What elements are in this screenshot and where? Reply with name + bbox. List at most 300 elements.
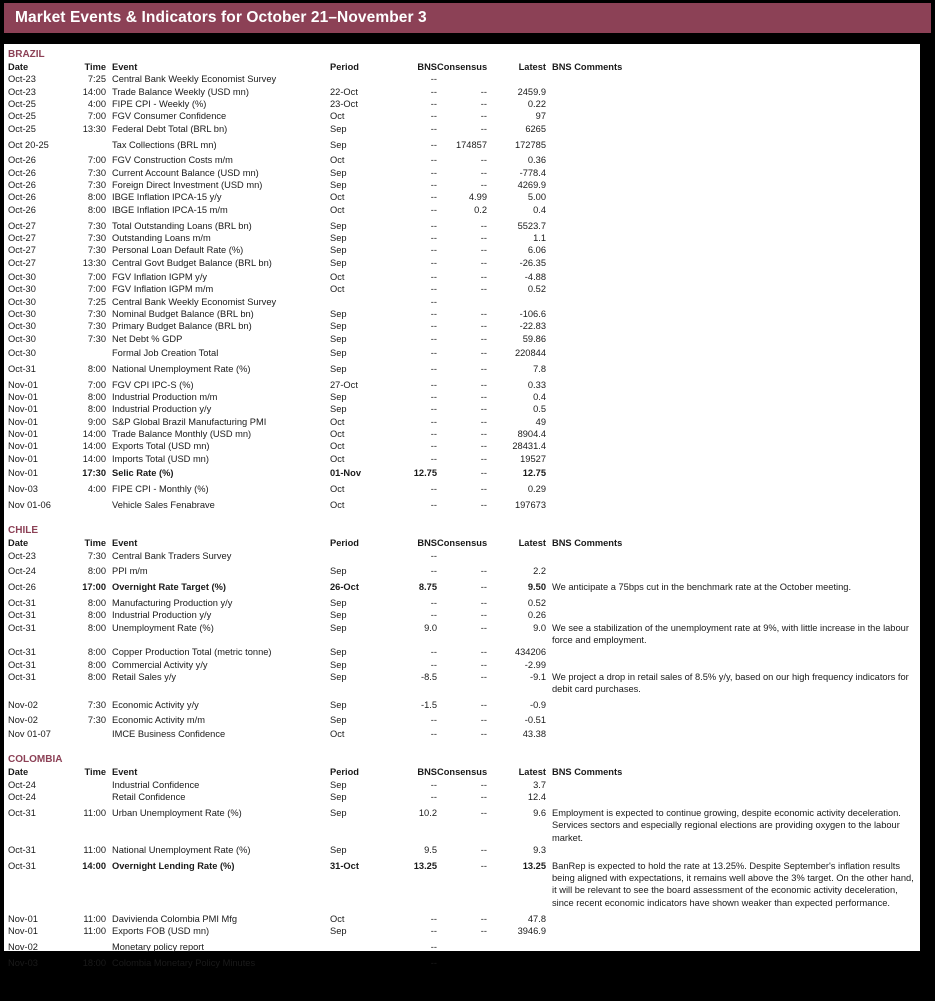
cell-bns: -- (430, 610, 437, 621)
cell-period: Sep (330, 925, 347, 936)
cell-comment (546, 779, 916, 791)
cell-comment (546, 403, 916, 415)
cell-time: 14:00 (82, 429, 106, 440)
cell-time (76, 499, 106, 511)
cell-time: 11:00 (83, 844, 106, 855)
cell-bns: -- (430, 941, 437, 952)
cell-latest: 7.8 (533, 363, 546, 374)
cell-comment (546, 428, 916, 440)
cell-time: 8:00 (87, 659, 106, 670)
cell-period: Sep (330, 792, 347, 803)
cell-time (76, 139, 106, 151)
table-row (8, 220, 916, 232)
cell-time: 14:00 (82, 860, 106, 871)
cell-date: Oct-30 (8, 333, 36, 344)
cell-date: Oct-31 (8, 844, 36, 855)
column-header-period: Period (330, 62, 359, 72)
cell-time: 8:00 (87, 204, 106, 215)
cell-bns: 10.2 (418, 807, 437, 818)
cell-time: 7:00 (87, 284, 106, 295)
cell-comment (546, 98, 916, 110)
cell-bns: -- (430, 321, 437, 332)
cell-latest: 3946.9 (517, 925, 546, 936)
cell-period: Oct (330, 111, 345, 122)
cell-latest: 1.1 (533, 232, 546, 243)
cell-latest: 5523.7 (517, 220, 546, 231)
column-header-row (8, 766, 916, 778)
table-row (8, 320, 916, 332)
cell-consensus: -- (480, 860, 487, 871)
cell-latest: 5.00 (527, 192, 546, 203)
cell-bns: -- (430, 913, 437, 924)
table-row (8, 550, 916, 562)
cell-event: Overnight Lending Rate (%) (112, 860, 235, 871)
table-row (8, 609, 916, 621)
cell-time: 14:00 (82, 86, 106, 97)
table-row (8, 699, 916, 711)
cell-event: Unemployment Rate (%) (112, 622, 214, 633)
cell-bns: -- (430, 232, 437, 243)
cell-bns: -- (430, 86, 437, 97)
cell-consensus: -- (480, 453, 487, 464)
cell-latest: 19527 (520, 453, 546, 464)
cell-consensus: -- (480, 647, 487, 658)
cell-latest: 47.8 (527, 913, 546, 924)
cell-period: Sep (330, 404, 347, 415)
cell-bns: -- (430, 123, 437, 134)
page-title: Market Events & Indicators for October 21–November 3 (15, 9, 427, 26)
cell-comment (546, 913, 916, 925)
cell-period: Sep (330, 363, 347, 374)
table-row (8, 232, 916, 244)
country-section-brazil (8, 48, 916, 511)
cell-consensus: -- (480, 333, 487, 344)
cell-comment (546, 440, 916, 452)
cell-latest: 9.0 (533, 622, 546, 633)
cell-period: Sep (330, 672, 347, 683)
cell-period (330, 957, 405, 969)
cell-consensus: -- (480, 348, 487, 359)
cell-date: Nov-02 (8, 700, 38, 711)
cell-date: Nov-01 (8, 404, 38, 415)
cell-latest: -26.35 (519, 257, 546, 268)
cell-bns: -- (430, 204, 437, 215)
column-header-bns: BNS (417, 767, 437, 778)
cell-consensus: -- (480, 379, 487, 390)
cell-date: Oct-23 (8, 550, 36, 561)
cell-latest: 28431.4 (512, 441, 546, 452)
cell-event: Central Bank Weekly Economist Survey (112, 74, 277, 85)
cell-comment (546, 659, 916, 671)
cell-consensus: -- (480, 180, 487, 191)
cell-comment (546, 333, 916, 345)
cell-latest: 0.36 (527, 155, 546, 166)
cell-bns: -- (430, 333, 437, 344)
cell-latest: 0.4 (533, 392, 546, 403)
cell-comment: Employment is expected to continue growing, despite economic activity deceleration. Services sectors and especially regional elections are providing oxygen to the labour market. (552, 807, 901, 843)
column-header-row (8, 61, 916, 73)
column-header-consensus: Consensus (437, 538, 488, 549)
cell-event: Industrial Confidence (112, 779, 200, 790)
cell-bns: -- (430, 714, 437, 725)
cell-event: Colombia Monetary Policy Minutes (112, 957, 256, 968)
cell-consensus: -- (480, 622, 487, 633)
cell-comment (546, 154, 916, 166)
cell-time: 14:00 (82, 441, 106, 452)
cell-latest: 434206 (514, 647, 546, 658)
table-row (8, 646, 916, 658)
cell-bns: -- (430, 925, 437, 936)
cell-event: National Unemployment Rate (%) (112, 363, 251, 374)
cell-comment (546, 714, 916, 726)
cell-event: Current Account Balance (USD mn) (112, 167, 259, 178)
cell-period: Oct (330, 913, 345, 924)
cell-latest: -22.83 (519, 321, 546, 332)
cell-time: 11:00 (83, 807, 106, 818)
cell-event: Economic Activity m/m (112, 714, 205, 725)
cell-time: 8:00 (87, 672, 106, 683)
cell-comment (546, 232, 916, 244)
cell-time: 13:30 (82, 123, 106, 134)
cell-event: Monetary policy report (112, 941, 204, 952)
cell-latest (487, 296, 546, 308)
cell-date: Nov-01 (8, 453, 38, 464)
cell-consensus: -- (480, 700, 487, 711)
cell-bns: -- (430, 499, 437, 510)
cell-date: Oct-31 (8, 610, 36, 621)
cell-period: 23-Oct (330, 99, 358, 110)
table-row (8, 283, 916, 295)
cell-bns: -- (430, 139, 437, 150)
table-row (8, 807, 916, 844)
cell-period: Sep (330, 220, 347, 231)
table-row (8, 416, 916, 428)
table-row (8, 244, 916, 256)
cell-latest: 43.38 (522, 729, 546, 739)
cell-consensus: -- (480, 232, 487, 243)
cell-period (330, 73, 405, 85)
column-header-time: Time (84, 767, 106, 778)
table-row (8, 913, 916, 925)
cell-bns: -- (430, 296, 437, 307)
cell-bns: -- (430, 566, 437, 577)
cell-period: Sep (330, 139, 347, 150)
cell-comment: We see a stabilization of the unemployment rate at 9%, with little increase in the labour force and employment. (552, 622, 909, 646)
cell-comment (546, 320, 916, 332)
cell-date: Oct-26 (8, 180, 36, 191)
cell-comment (546, 550, 916, 562)
cell-event: Exports FOB (USD mn) (112, 925, 210, 936)
cell-bns: 9.5 (424, 844, 437, 855)
cell-bns: -- (430, 167, 437, 178)
cell-latest: -0.9 (529, 700, 546, 711)
cell-period: Sep (330, 647, 347, 658)
cell-consensus: -- (480, 499, 487, 510)
cell-date: Oct-24 (8, 792, 36, 803)
cell-event: Copper Production Total (metric tonne) (112, 647, 272, 658)
column-header-latest: Latest (518, 62, 546, 72)
cell-date: Nov 01-07 (8, 729, 51, 739)
column-header-period: Period (330, 538, 359, 549)
cell-period: Oct (330, 155, 345, 166)
cell-comment (546, 308, 916, 320)
cell-bns: -- (430, 363, 437, 374)
cell-period (330, 550, 405, 562)
cell-event: Industrial Production y/y (112, 404, 212, 415)
cell-bns: -- (430, 272, 437, 282)
table-row (8, 791, 916, 803)
cell-comment (546, 467, 916, 479)
cell-date: Nov-01 (8, 913, 38, 924)
cell-comment (546, 728, 916, 740)
cell-comment (546, 204, 916, 216)
cell-event: Davivienda Colombia PMI Mfg (112, 913, 238, 924)
column-header-consensus: Consensus (437, 767, 488, 778)
column-header-comment: BNS Comments (552, 62, 623, 72)
cell-comment (546, 139, 916, 151)
cell-event: Formal Job Creation Total (112, 348, 219, 359)
cell-date: Oct-31 (8, 363, 36, 374)
cell-comment (546, 257, 916, 269)
cell-comment (546, 296, 916, 308)
cell-bns: -- (430, 484, 437, 494)
cell-date: Oct-31 (8, 659, 36, 670)
cell-latest: 2459.9 (517, 86, 546, 97)
cell-bns: -- (430, 392, 437, 403)
cell-time (76, 791, 106, 803)
column-header-event: Event (112, 767, 138, 778)
cell-time: 7:30 (87, 232, 106, 243)
table-row (8, 499, 916, 511)
table-row (8, 581, 916, 593)
cell-comment (546, 244, 916, 256)
cell-period: Sep (330, 167, 347, 178)
cell-latest: 59.86 (522, 333, 546, 344)
cell-time: 7:30 (87, 220, 106, 231)
cell-comment (546, 391, 916, 403)
cell-latest: 0.22 (527, 99, 546, 110)
section-title: BRAZIL (8, 49, 45, 60)
column-header-consensus: Consensus (437, 62, 488, 72)
sections (8, 48, 916, 969)
cell-bns: -- (430, 99, 437, 110)
cell-latest: 220844 (514, 348, 546, 359)
cell-period: Sep (330, 610, 347, 621)
table-row (8, 257, 916, 269)
table-row (8, 957, 916, 969)
cell-time: 8:00 (87, 598, 106, 609)
cell-period: Sep (330, 309, 347, 320)
table-row (8, 659, 916, 671)
cell-event: Trade Balance Monthly (USD mn) (112, 429, 252, 440)
cell-event: National Unemployment Rate (%) (112, 844, 251, 855)
cell-bns: -1.5 (420, 700, 437, 711)
cell-time (76, 347, 106, 359)
table-row (8, 296, 916, 308)
cell-time: 17:00 (82, 582, 106, 593)
cell-date: Nov-01 (8, 925, 38, 936)
cell-comment (546, 483, 916, 495)
cell-period: 27-Oct (330, 379, 358, 390)
table-row (8, 467, 916, 479)
cell-period: Sep (330, 700, 347, 711)
table-row (8, 139, 916, 151)
cell-event: FGV Inflation IGPM m/m (112, 284, 214, 295)
cell-comment (546, 191, 916, 203)
cell-date: Nov-01 (8, 416, 38, 427)
cell-date: Oct-31 (8, 860, 36, 871)
cell-consensus: -- (480, 468, 487, 479)
cell-event: FIPE CPI - Monthly (%) (112, 484, 209, 494)
cell-bns: 12.75 (413, 468, 437, 479)
section-title: COLOMBIA (8, 754, 63, 766)
cell-latest: 9.50 (527, 582, 546, 593)
cell-period: Oct (330, 284, 345, 295)
table-row (8, 123, 916, 135)
cell-consensus (437, 296, 487, 308)
table-row (8, 728, 916, 740)
cell-time: 7:30 (87, 309, 106, 320)
cell-consensus: 4.99 (468, 192, 487, 203)
cell-period: Sep (330, 333, 347, 344)
cell-comment (546, 646, 916, 658)
cell-period: 26-Oct (330, 582, 359, 593)
cell-comment: We project a drop in retail sales of 8.5% y/y, based on our high frequency indicators for debit card purchases. (552, 672, 909, 695)
cell-period: Oct (330, 441, 345, 452)
column-header-date: Date (8, 62, 29, 72)
title-bar (4, 3, 931, 33)
cell-date: Oct-30 (8, 309, 36, 320)
cell-latest: 2.2 (533, 566, 546, 577)
cell-period: Oct (330, 453, 345, 464)
cell-period: Sep (330, 392, 347, 403)
section-title: CHILE (8, 525, 38, 537)
cell-comment (546, 597, 916, 609)
cell-consensus: -- (480, 598, 487, 609)
cell-date: Oct-26 (8, 155, 36, 166)
column-header-period: Period (330, 767, 359, 778)
cell-period: Sep (330, 232, 347, 243)
cell-event: Imports Total (USD mn) (112, 453, 209, 464)
cell-time: 7:25 (87, 74, 106, 85)
cell-event: Trade Balance Weekly (USD mn) (112, 86, 249, 97)
cell-bns: -- (430, 792, 437, 803)
cell-date: Oct-31 (8, 807, 36, 818)
cell-consensus (437, 941, 487, 953)
cell-event: Retail Confidence (112, 792, 186, 803)
cell-bns: -- (430, 348, 437, 359)
cell-event: Selic Rate (%) (112, 468, 174, 479)
cell-period: Sep (330, 598, 347, 609)
cell-event: Primary Budget Balance (BRL bn) (112, 321, 252, 332)
cell-latest: 6265 (525, 123, 546, 134)
cell-comment: We anticipate a 75bps cut in the benchmark rate at the October meeting. (552, 582, 852, 593)
cell-bns: -- (430, 74, 437, 85)
cell-period: Oct (330, 192, 345, 203)
cell-period: Sep (330, 844, 347, 855)
cell-date: Nov-01 (8, 392, 38, 403)
cell-date: Oct-31 (8, 598, 36, 609)
cell-time: 8:00 (87, 647, 106, 658)
cell-event: PPI m/m (112, 566, 148, 577)
cell-consensus: -- (480, 309, 487, 320)
cell-event: FGV CPI IPC-S (%) (112, 379, 194, 390)
cell-comment (546, 609, 916, 621)
cell-time: 11:00 (83, 925, 106, 936)
cell-latest: 172785 (514, 139, 546, 150)
cell-consensus: -- (480, 729, 487, 739)
table-row (8, 391, 916, 403)
cell-bns: -- (430, 257, 437, 268)
cell-bns: -- (430, 192, 437, 203)
cell-comment (546, 110, 916, 122)
table-row (8, 191, 916, 203)
cell-event: FGV Construction Costs m/m (112, 155, 233, 166)
cell-latest (487, 941, 546, 953)
cell-latest (487, 73, 546, 85)
cell-consensus: -- (480, 925, 487, 936)
cell-comment (546, 271, 916, 283)
cell-consensus: -- (480, 220, 487, 231)
cell-consensus: 174857 (455, 139, 487, 150)
cell-period: Sep (330, 180, 347, 191)
cell-event: Manufacturing Production y/y (112, 598, 233, 609)
table-row (8, 941, 916, 953)
cell-consensus: -- (480, 257, 487, 268)
cell-bns: -- (430, 453, 437, 464)
cell-date: Oct-26 (8, 167, 36, 178)
cell-event: Net Debt % GDP (112, 333, 183, 344)
table-row (8, 308, 916, 320)
cell-period: Sep (330, 321, 347, 332)
cell-event: Industrial Production y/y (112, 610, 212, 621)
cell-date: Oct-24 (8, 566, 36, 577)
cell-time: 7:00 (87, 155, 106, 166)
cell-consensus: -- (480, 284, 487, 295)
cell-consensus: -- (480, 404, 487, 415)
cell-consensus: -- (480, 416, 487, 427)
cell-latest: 0.52 (527, 284, 546, 295)
cell-event: Commercial Activity y/y (112, 659, 208, 670)
cell-comment (546, 283, 916, 295)
cell-date: Nov-01 (8, 379, 38, 390)
cell-date: Nov-03 (8, 957, 38, 968)
cell-bns: -- (430, 647, 437, 658)
table-row (8, 403, 916, 415)
cell-date: Oct-27 (8, 245, 36, 256)
cell-bns: -- (430, 379, 437, 390)
cell-comment (546, 499, 916, 511)
cell-event: Vehicle Sales Fenabrave (112, 499, 215, 510)
cell-latest: 6.06 (527, 245, 546, 256)
cell-time: 7:30 (87, 700, 106, 711)
cell-bns: -- (430, 404, 437, 415)
cell-date: Oct-26 (8, 204, 36, 215)
cell-time (76, 728, 106, 740)
cell-time: 7:30 (87, 180, 106, 191)
cell-event: Urban Unemployment Rate (%) (112, 807, 242, 818)
column-header-bns: BNS (417, 62, 437, 72)
cell-consensus: -- (480, 99, 487, 110)
cell-time: 7:30 (87, 550, 106, 561)
cell-consensus: -- (480, 792, 487, 803)
cell-latest: -9.1 (529, 672, 546, 683)
column-header-date: Date (8, 538, 29, 549)
cell-event: Central Bank Weekly Economist Survey (112, 296, 277, 307)
cell-date: Nov-02 (8, 714, 38, 725)
cell-comment (546, 179, 916, 191)
cell-time: 13:30 (82, 257, 106, 268)
